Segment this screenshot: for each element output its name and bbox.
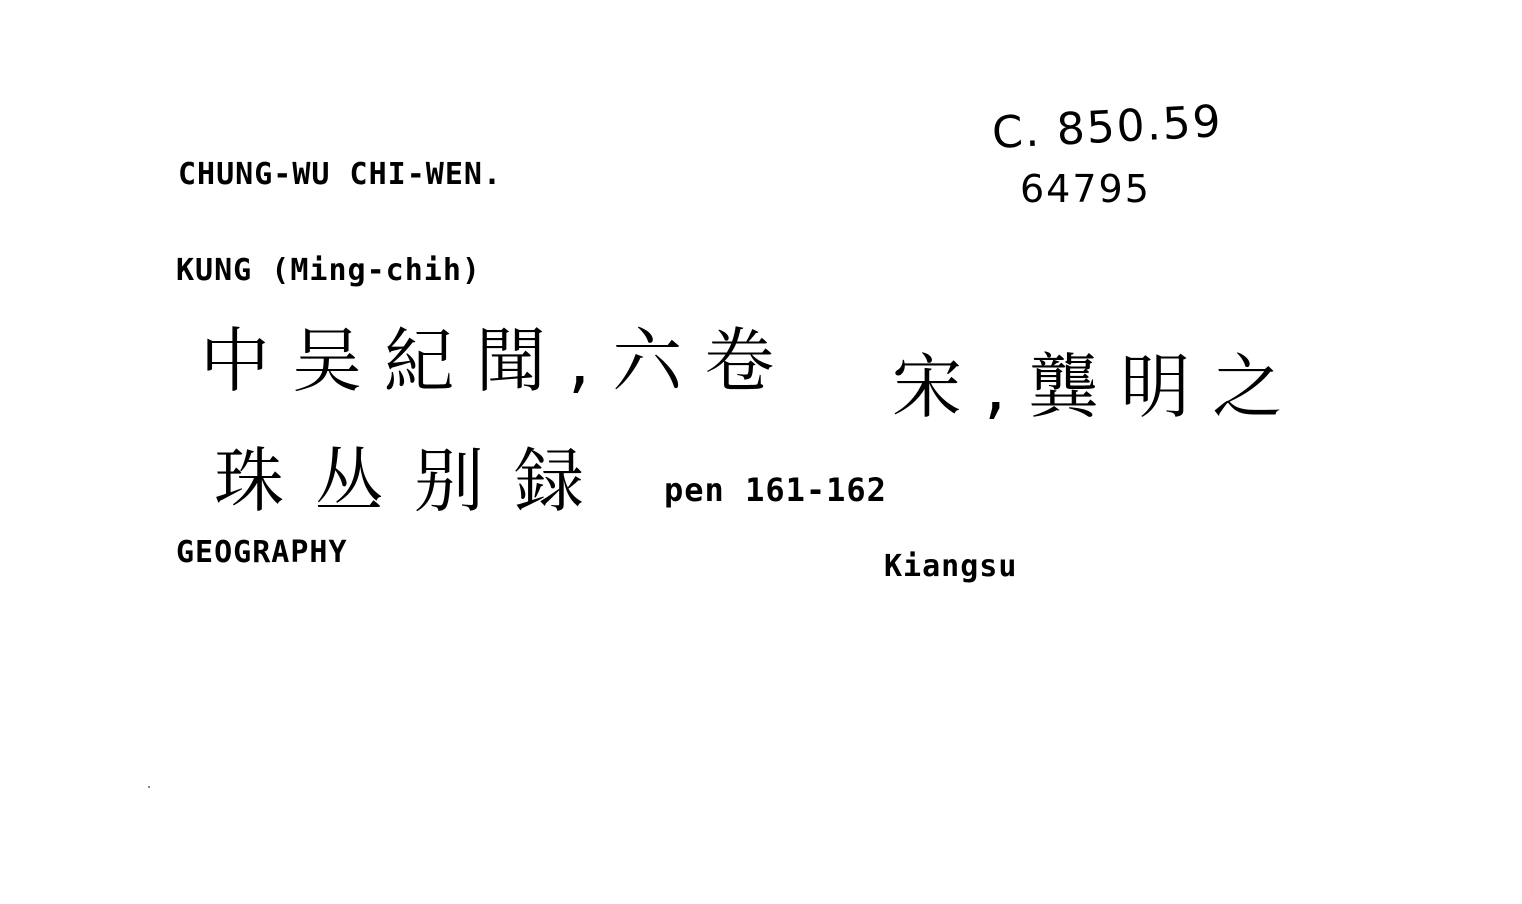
title-chinese: 中吴紀聞,六卷: [200, 320, 797, 402]
accession-number: 64795: [1020, 167, 1151, 211]
title-romanized: CHUNG-WU CHI-WEN.: [178, 157, 503, 192]
series-chinese: 珠丛别録: [214, 440, 614, 522]
author-romanized: KUNG (Ming-chih): [176, 253, 481, 288]
call-number: C. 850.59: [990, 95, 1224, 160]
author-chinese: 宋,龔明之: [892, 346, 1305, 428]
region-heading: Kiangsu: [884, 549, 1018, 584]
speck-mark: [148, 786, 150, 788]
subject-heading: GEOGRAPHY: [176, 535, 348, 570]
series-reference: pen 161-162: [664, 471, 887, 509]
